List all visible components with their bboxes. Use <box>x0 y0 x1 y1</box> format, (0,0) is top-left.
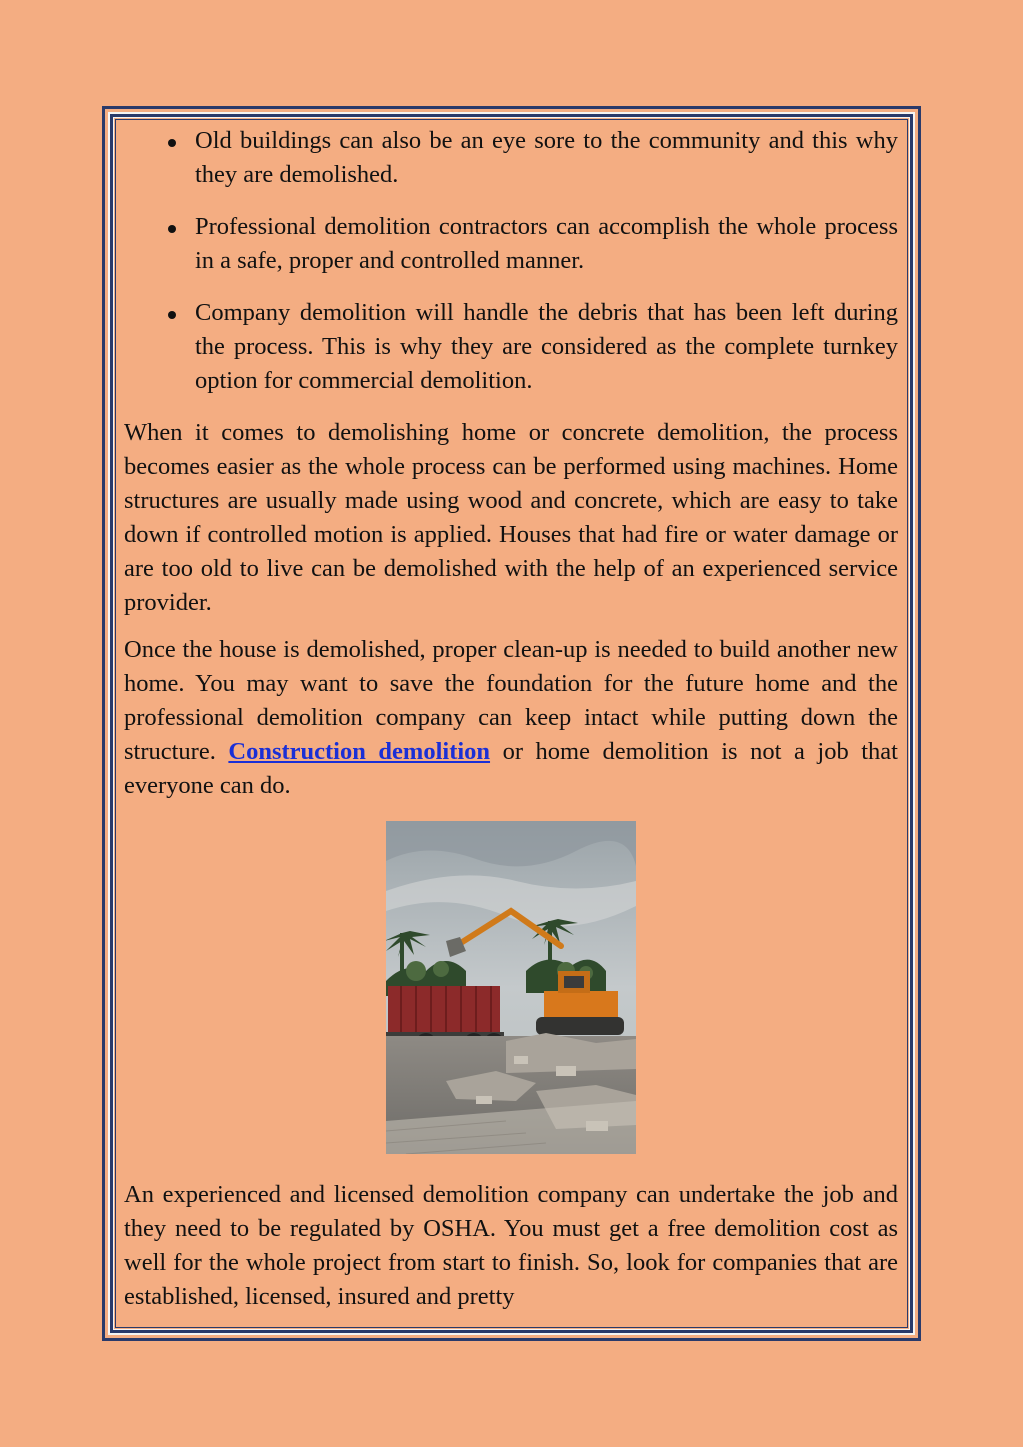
bullet-dot-icon <box>168 225 176 233</box>
paragraph-licensed-company: An experienced and licensed demolition company can undertake the job and they need to be regulated by OSHA. You must get a free demolition cost as well for the whole project from start to finish. So, look for companies that are established, licensed, insured and pretty <box>124 1181 898 1310</box>
document-body <box>124 124 898 1324</box>
bullet-text: Old buildings can also be an eye sore to the community and this why they are demolished. <box>195 127 898 188</box>
paragraph-clean-up <box>124 633 898 803</box>
bullet-text: Professional demolition contractors can accomplish the whole process in a safe, proper and controlled manner. <box>195 213 898 274</box>
demolition-site-photo <box>386 821 636 1154</box>
bullet-item <box>124 124 898 192</box>
bullet-text: Company demolition will handle the debris that has been left during the process. This is why they are considered as the complete turnkey option for commercial demolition. <box>195 299 898 394</box>
paragraph-home-demolition: When it comes to demolishing home or concrete demolition, the process becomes easier as the whole process can be performed using machines. Home structures are usually made using wood and concrete, which are easy to take down if controlled motion is applied. Houses that had fire or water damage or are too old to live can be demolished with the help of an experienced service provider. <box>124 419 898 616</box>
paragraph-text: or home demolition is not a job that everyone can do. <box>124 738 898 799</box>
bullet-list <box>124 124 898 398</box>
bullet-item <box>124 210 898 278</box>
bullet-dot-icon <box>168 139 176 147</box>
bullet-item <box>124 296 898 398</box>
bullet-dot-icon <box>168 311 176 319</box>
paragraph-text: Once the house is demolished, proper clean-up is needed to build another new home. You may want to save the foundation for the future home and the professional demolition company can keep intact while putting down the structure. <box>124 636 898 765</box>
construction-demolition-link[interactable]: Construction demolition <box>228 738 491 765</box>
